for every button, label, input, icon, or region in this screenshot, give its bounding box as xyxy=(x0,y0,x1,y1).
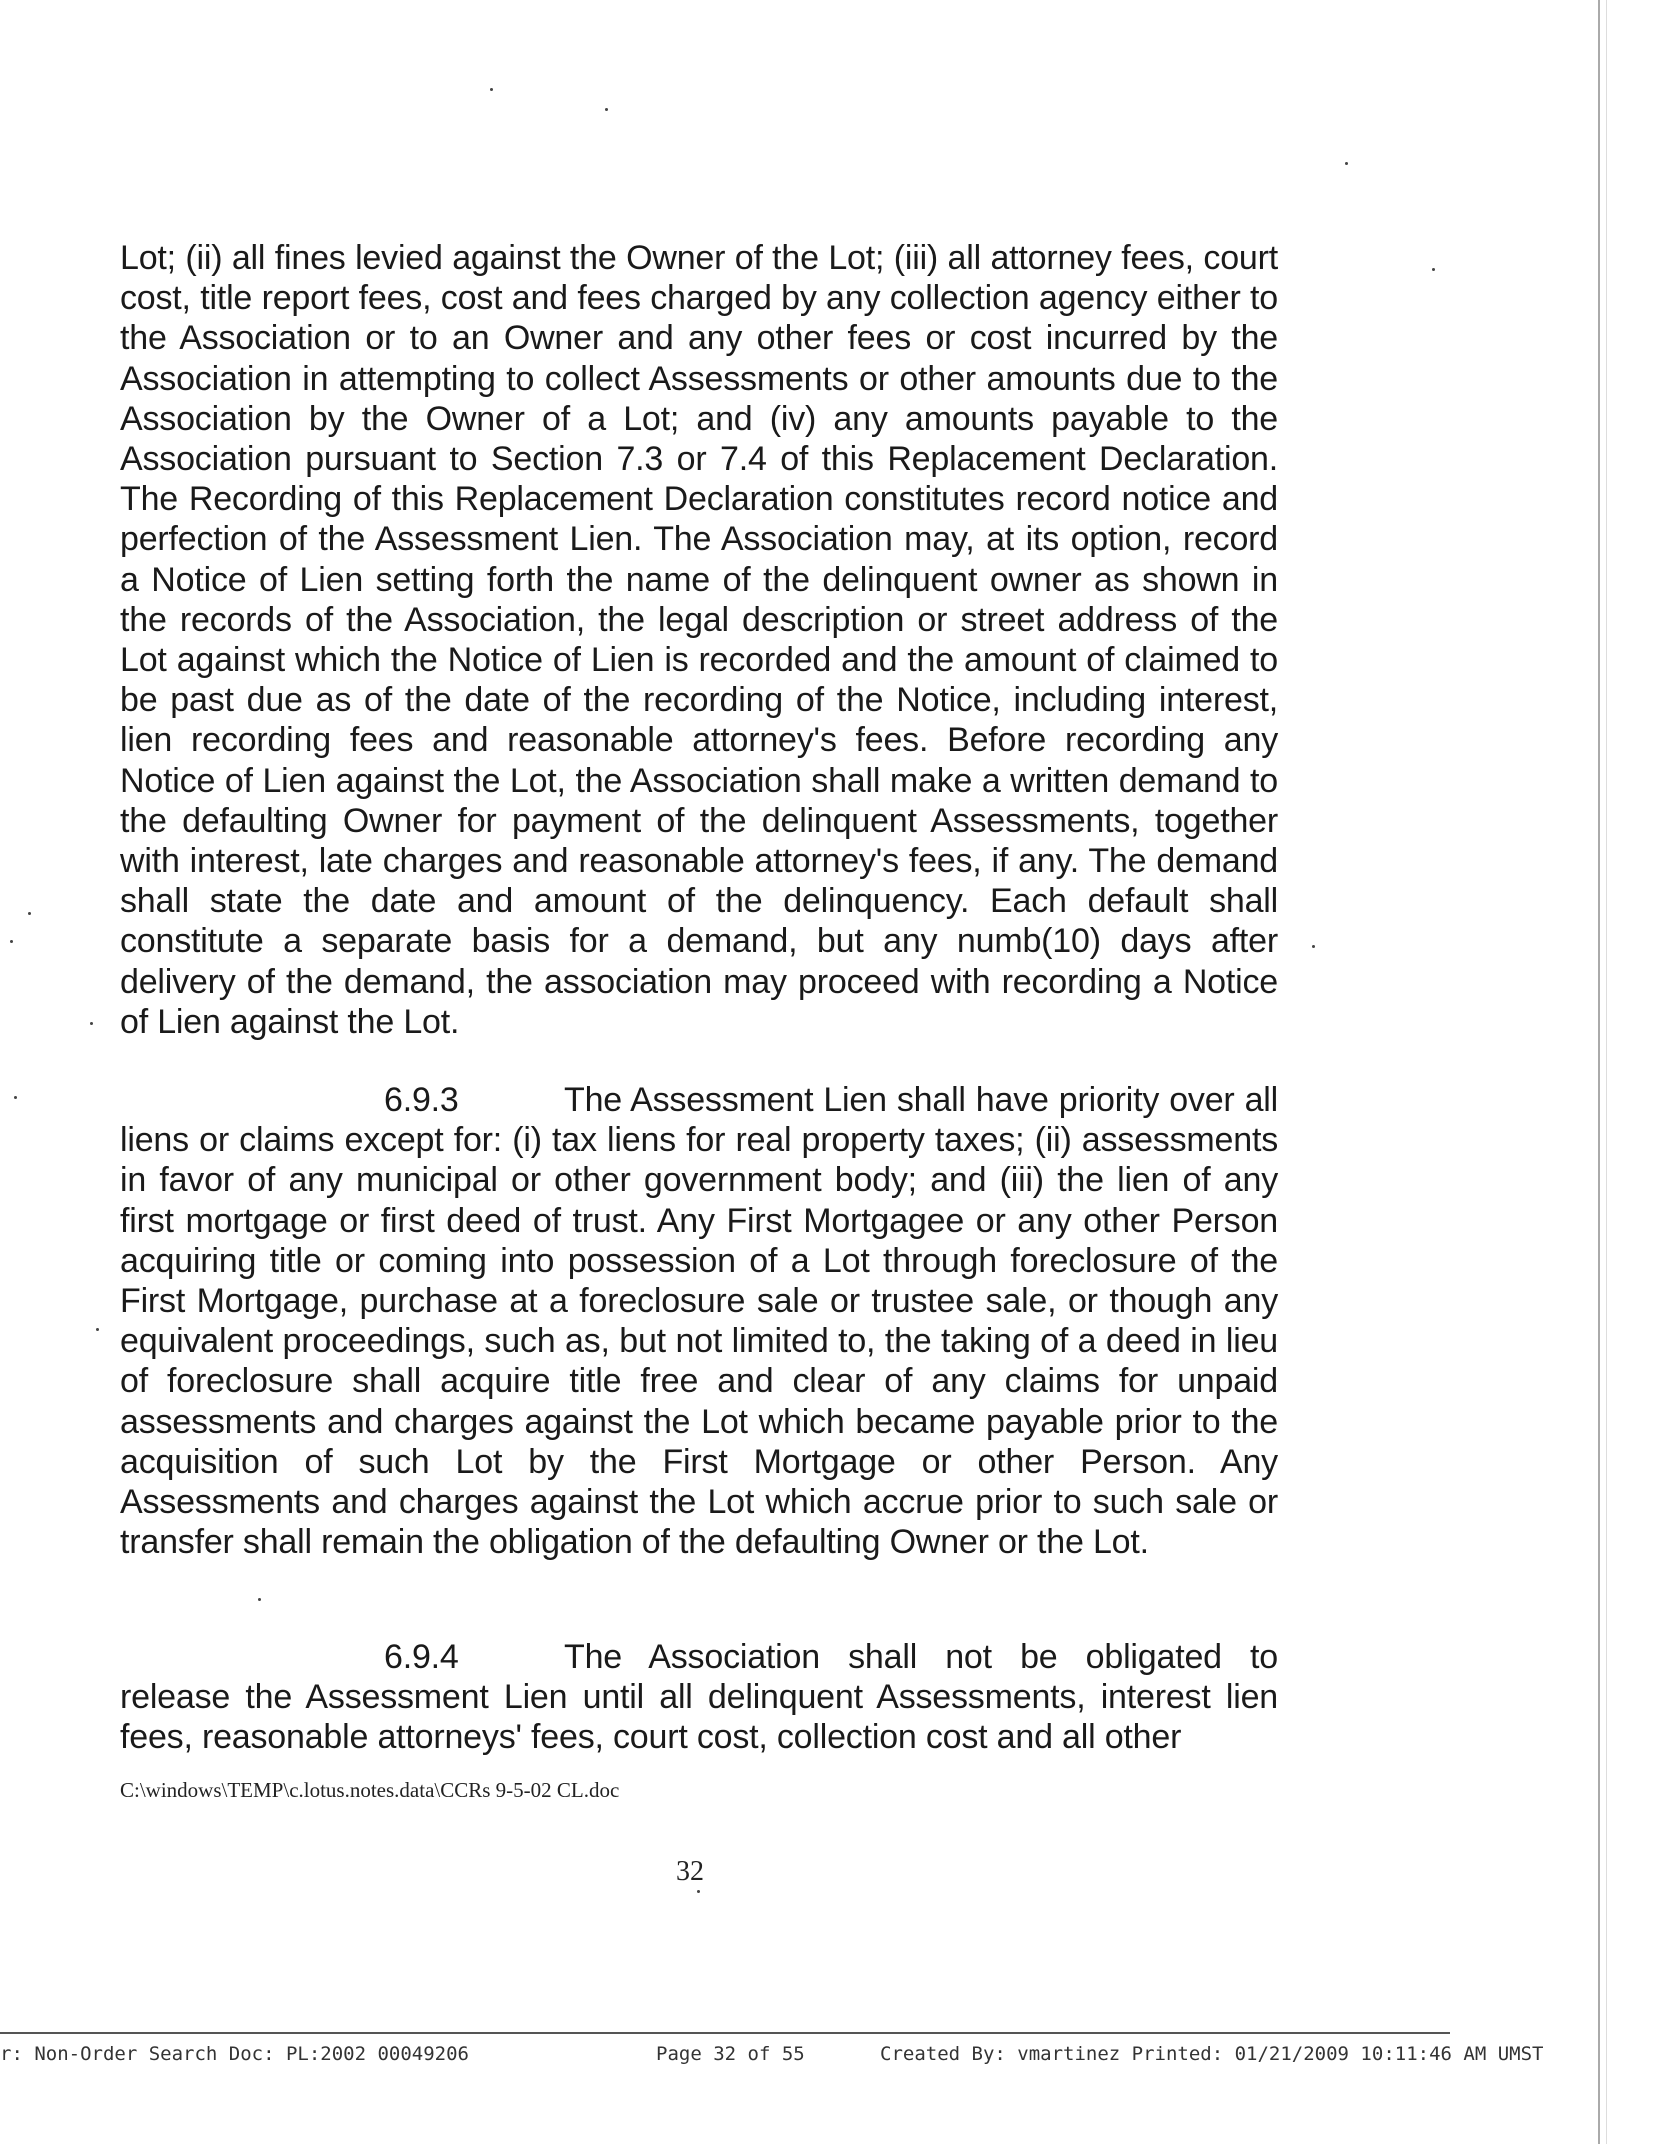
scan-speck xyxy=(90,1022,93,1025)
stamp-page-count: Page 32 of 55 xyxy=(656,2043,805,2065)
stamp-search-doc: r: Non-Order Search Doc: PL:2002 00049206 xyxy=(0,2043,469,2065)
section-text: The Assessment Lien shall have priority over all liens or claims except for: (i) tax liens for real property taxes; (ii) assessments in favor of any municipal or other government body; and (iii) the lien of any first mortgage or first deed of trust. Any First Mortgagee or any other Person acquiring title or coming into possession of a Lot through foreclosure of the First Mortgage, purchase at a foreclosure sale or trustee sale, or though any equivalent proceedings, such as, but not limited to, the taking of a deed in lieu of foreclosure shall acquire title free and clear of any claims for unpaid assessments and charges against the Lot which became payable prior to the acquisition of such Lot by the First Mortgage or other Person. Any Assessments and charges against the Lot which accrue prior to such sale or transfer shall remain the obligation of the defaulting Owner or the Lot. xyxy=(120,1081,1278,1562)
scan-speck xyxy=(10,940,13,943)
stamp-created-printed: Created By: vmartinez Printed: 01/21/2009 10:11:46 AM UMST xyxy=(880,2043,1544,2065)
scan-speck xyxy=(490,88,493,91)
page-number: 32 xyxy=(676,1856,704,1887)
section-6-9-4 xyxy=(120,1637,1278,1758)
paragraph-lien-notice: Lot; (ii) all fines levied against the Owner of the Lot; (iii) all attorney fees, court cost, title report fees, cost and fees charged by any collection agency either to the Association or to an Owner and any other fees or cost incurred by the Association in attempting to collect Assessments or other amounts due to the Association by the Owner of a Lot; and (iv) any amounts payable to the Association pursuant to Section 7.3 or 7.4 of this Replacement Declaration. The Recording of this Replacement Declaration constitutes record notice and perfection of the Assessment Lien. The Association may, at its option, record a Notice of Lien setting forth the name of the delinquent owner as shown in the records of the Association, the legal description or street address of the Lot against which the Notice of Lien is recorded and the amount of claimed to be past due as of the date of the recording of the Notice, including interest, lien recording fees and reasonable attorney's fees. Before recording any Notice of Lien against the Lot, the Association shall make a written demand to the defaulting Owner for payment of the delinquent Assessments, together with interest, late charges and reasonable attorney's fees, if any. The demand shall state the date and amount of the delinquency. Each default shall constitute a separate basis for a demand, but any numb(10) days after delivery of the demand, the association may proceed with recording a Notice of Lien against the Lot. xyxy=(120,239,1278,1041)
file-path-footer: C:\windows\TEMP\c.lotus.notes.data\CCRs 9-5-02 CL.doc xyxy=(120,1778,620,1802)
stamp-divider xyxy=(0,2032,1450,2034)
section-number: 6.9.4 xyxy=(384,1638,459,1676)
scan-speck xyxy=(605,108,608,111)
section-text: The Association shall not be obligated to release the Assessment Lien until all delinquent Assessments, interest lien fees, reasonable attorneys' fees, court cost, collection cost and all other xyxy=(120,1638,1278,1757)
scan-edge-line xyxy=(1598,0,1600,2144)
section-6-9-3 xyxy=(120,1080,1278,1562)
scan-speck xyxy=(1312,945,1315,948)
section-number: 6.9.3 xyxy=(384,1081,459,1119)
scan-speck xyxy=(1345,162,1348,165)
scan-speck xyxy=(28,912,31,915)
scan-speck xyxy=(258,1598,261,1601)
scan-speck xyxy=(14,1096,17,1099)
scan-speck xyxy=(1432,268,1435,271)
scan-speck xyxy=(697,1890,700,1893)
scan-edge-line-faint xyxy=(1606,0,1607,2144)
scan-speck xyxy=(96,1328,99,1331)
